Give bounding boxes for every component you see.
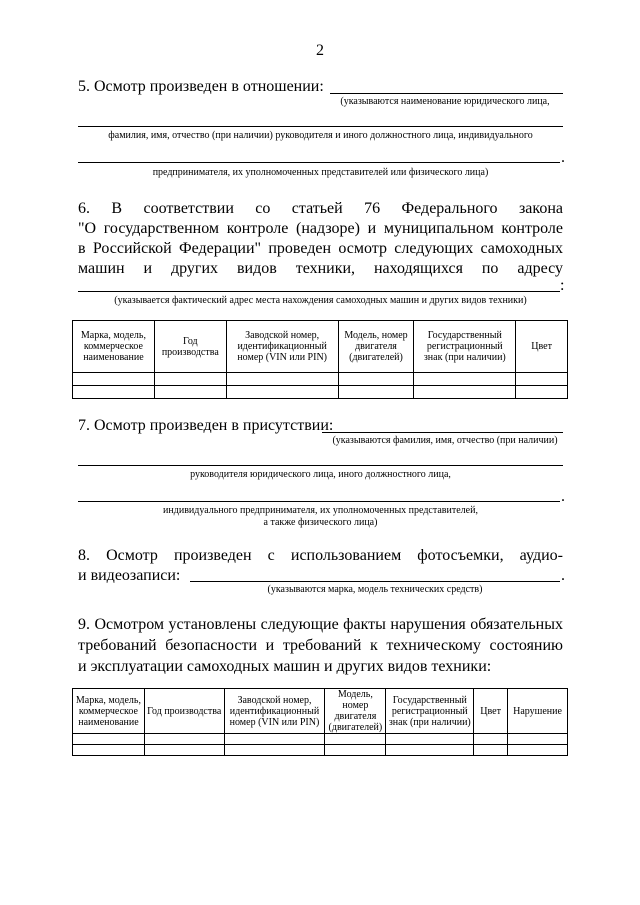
section-8-line-1: 8. Осмотр произведен с использованием фотосъемки, аудио- bbox=[78, 547, 563, 564]
section-9-line-3: и эксплуатации самоходных машин и других видов техники: bbox=[78, 658, 492, 675]
table-cell[interactable] bbox=[144, 734, 224, 745]
table-cell[interactable] bbox=[73, 373, 155, 386]
table-row bbox=[73, 745, 568, 756]
section-6-line-4: машин и других видов техники, находящихся по адресу bbox=[78, 260, 563, 277]
table-cell[interactable] bbox=[224, 734, 325, 745]
table-row bbox=[73, 386, 568, 399]
table-cell[interactable] bbox=[508, 745, 568, 756]
header-cell: Заводской номер, идентификационный номер (VIN или PIN) bbox=[226, 321, 338, 373]
section-5-hint-1: (указываются наименование юридического лица, bbox=[340, 96, 550, 107]
section-5-fill-line-1[interactable] bbox=[330, 93, 563, 94]
section-6-line-1: 6. В соответствии со статьей 76 Федерального закона bbox=[78, 200, 563, 217]
section-7-hint-3a: индивидуального предпринимателя, их уполномоченных представителей, bbox=[163, 505, 478, 516]
section-5-hint-2: фамилия, имя, отчество (при наличии) руководителя и иного должностного лица, индивидуального bbox=[108, 130, 533, 141]
header-cell: Год производства bbox=[144, 689, 224, 734]
table-cell[interactable] bbox=[325, 745, 386, 756]
table-cell[interactable] bbox=[414, 373, 516, 386]
header-cell: Государственный регистрационный знак (при наличии) bbox=[386, 689, 474, 734]
header-cell: Цвет bbox=[474, 689, 508, 734]
table-cell[interactable] bbox=[386, 745, 474, 756]
table-cell[interactable] bbox=[144, 745, 224, 756]
table-cell[interactable] bbox=[224, 745, 325, 756]
section-5-fill-line-2[interactable] bbox=[78, 126, 563, 127]
header-cell: Нарушение bbox=[508, 689, 568, 734]
section-8-hint: (указываются марка, модель технических средств) bbox=[267, 584, 483, 595]
section-6-table bbox=[72, 320, 568, 399]
table-cell[interactable] bbox=[516, 373, 568, 386]
table-header-row bbox=[73, 689, 568, 734]
section-9-line-1: 9. Осмотром установлены следующие факты нарушения обязательных bbox=[78, 616, 563, 633]
section-7-period: . bbox=[561, 488, 565, 505]
section-9-line-2: требований безопасности и требований к техническому состоянию bbox=[78, 637, 563, 654]
header-cell: Марка, модель, коммерческое наименование bbox=[73, 689, 145, 734]
section-6-colon: : bbox=[560, 277, 565, 294]
table-cell[interactable] bbox=[226, 373, 338, 386]
header-cell: Цвет bbox=[516, 321, 568, 373]
table-cell[interactable] bbox=[154, 373, 226, 386]
section-6-address-line[interactable] bbox=[78, 291, 560, 292]
table-cell[interactable] bbox=[414, 386, 516, 399]
section-5-label: 5. Осмотр произведен в отношении: bbox=[78, 78, 324, 95]
header-cell: Заводской номер, идентификационный номер (VIN или PIN) bbox=[224, 689, 325, 734]
table-cell[interactable] bbox=[386, 734, 474, 745]
header-cell: Год производства bbox=[154, 321, 226, 373]
section-5-hint-3: предпринимателя, их уполномоченных представителей или физического лица) bbox=[152, 167, 489, 178]
table-cell[interactable] bbox=[325, 734, 386, 745]
section-7-hint-3b: а также физического лица) bbox=[263, 517, 378, 528]
table-cell[interactable] bbox=[338, 373, 414, 386]
table-cell[interactable] bbox=[73, 734, 145, 745]
table-cell[interactable] bbox=[226, 386, 338, 399]
section-7-fill-line-3[interactable] bbox=[78, 501, 560, 502]
header-cell: Марка, модель, коммерческое наименование bbox=[73, 321, 155, 373]
section-7-fill-line-2[interactable] bbox=[78, 465, 563, 466]
section-8-line-2: и видеозаписи: bbox=[78, 567, 181, 584]
table-cell[interactable] bbox=[73, 745, 145, 756]
table-cell[interactable] bbox=[516, 386, 568, 399]
table-cell[interactable] bbox=[154, 386, 226, 399]
table-row bbox=[73, 734, 568, 745]
table-header-row bbox=[73, 321, 568, 373]
header-cell: Государственный регистрационный знак (при наличии) bbox=[414, 321, 516, 373]
table-cell[interactable] bbox=[474, 745, 508, 756]
table-cell[interactable] bbox=[73, 386, 155, 399]
section-7-hint-1: (указываются фамилия, имя, отчество (при наличии) bbox=[332, 435, 558, 446]
page-number: 2 bbox=[316, 42, 324, 59]
header-cell: Модель, номер двигателя (двигателей) bbox=[338, 321, 414, 373]
table-cell[interactable] bbox=[338, 386, 414, 399]
section-7-label: 7. Осмотр произведен в присутствии: bbox=[78, 417, 334, 434]
section-6-line-3: в Российской Федерации" проведен осмотр следующих самоходных bbox=[78, 240, 563, 257]
table-cell[interactable] bbox=[508, 734, 568, 745]
section-7-fill-line-1[interactable] bbox=[322, 432, 563, 433]
section-7-hint-2: руководителя юридического лица, иного должностного лица, bbox=[190, 469, 451, 480]
table-row bbox=[73, 373, 568, 386]
table-cell[interactable] bbox=[474, 734, 508, 745]
section-5-period: . bbox=[561, 149, 565, 166]
section-5-fill-line-3[interactable] bbox=[78, 162, 560, 163]
section-6-line-2: "О государственном контроле (надзоре) и муниципальном контроле bbox=[78, 220, 563, 237]
header-cell: Модель, номер двигателя (двигателей) bbox=[325, 689, 386, 734]
section-8-period: . bbox=[561, 567, 565, 584]
section-8-fill-line[interactable] bbox=[190, 581, 560, 582]
section-9-table bbox=[72, 688, 568, 756]
section-6-hint: (указывается фактический адрес места нахождения самоходных машин и других видов техники) bbox=[114, 295, 527, 306]
